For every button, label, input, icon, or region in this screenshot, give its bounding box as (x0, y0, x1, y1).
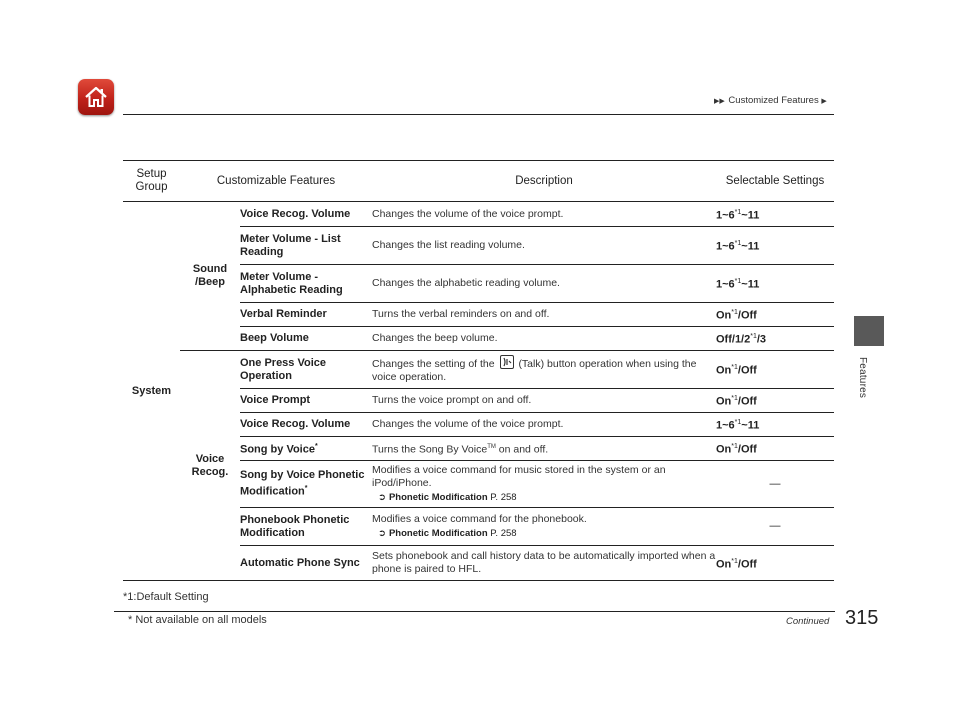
continued-label: Continued (786, 616, 830, 627)
footer-divider (114, 611, 835, 612)
reference-arrow-icon: ➲ (378, 492, 386, 503)
col-header-description: Description (372, 161, 716, 202)
col-header-customizable-features: Customizable Features (180, 161, 372, 202)
feature-description: Turns the verbal reminders on and off. (372, 303, 716, 327)
table-row (123, 351, 834, 389)
feature-setting: — (716, 461, 834, 508)
home-button[interactable] (78, 79, 114, 115)
feature-name: Meter Volume - Alphabetic Reading (240, 265, 372, 303)
header-divider (123, 114, 834, 115)
feature-description: Changes the volume of the voice prompt. (372, 413, 716, 437)
subgroup-sound-beep: Sound /Beep (180, 202, 240, 351)
feature-setting: On$^{*1}$/Off (716, 303, 834, 327)
feature-name: Phonebook Phonetic Modification (240, 508, 372, 546)
models-footnote: * Not available on all models (128, 614, 267, 626)
section-tab[interactable] (854, 316, 884, 346)
section-tab-label: Features (857, 357, 868, 399)
feature-setting: — (716, 508, 834, 546)
feature-description: Changes the alphabetic reading volume. (372, 265, 716, 303)
breadcrumb[interactable] (714, 95, 828, 106)
col-header-setup-group: Setup Group (123, 161, 180, 202)
group-system: System (123, 202, 180, 581)
feature-name: Voice Recog. Volume (240, 413, 372, 437)
talk-button-icon (500, 355, 514, 369)
feature-description: Changes the setting of the (Talk) button operation when using the voice operation. (372, 351, 716, 389)
feature-description: Sets phonebook and call history data to be automatically imported when a phone is paired to HFL. (372, 546, 716, 581)
feature-name: Automatic Phone Sync (240, 546, 372, 581)
feature-setting: Off/1/2$^{*1}$/3 (716, 327, 834, 351)
home-icon (83, 84, 109, 110)
feature-setting: 1~6$^{*1}$~11 (716, 413, 834, 437)
feature-description: Turns the Song By Voice™ on and off. (372, 437, 716, 461)
breadcrumb-label: Customized Features (728, 95, 819, 106)
cross-reference-link[interactable]: ➲ Phonetic Modification P. 258 (378, 492, 517, 503)
feature-setting: 1~6$^{*1}$~11 (716, 227, 834, 265)
feature-name: Meter Volume - List Reading (240, 227, 372, 265)
feature-setting: On$^{*1}$/Off (716, 351, 834, 389)
feature-setting: On$^{*1}$/Off (716, 389, 834, 413)
feature-description: Changes the volume of the voice prompt. (372, 202, 716, 227)
feature-setting: On$^{*1}$/Off (716, 437, 834, 461)
feature-name: Song by Voice Phonetic Modification* (240, 461, 372, 508)
reference-arrow-icon: ➲ (378, 528, 386, 539)
feature-setting: 1~6$^{*1}$~11 (716, 202, 834, 227)
feature-description: Changes the beep volume. (372, 327, 716, 351)
default-setting-footnote: *1:Default Setting (123, 591, 209, 603)
feature-description: Modifies a voice command for the phonebook. ➲ Phonetic Modification P. 258 (372, 508, 716, 546)
feature-setting: 1~6$^{*1}$~11 (716, 265, 834, 303)
customized-features-table (123, 160, 834, 581)
table-header-row (123, 161, 834, 202)
breadcrumb-tail-icon: ▶ (821, 98, 827, 105)
breadcrumb-arrow-icon: ▶▶ (714, 98, 725, 105)
table-row (123, 202, 834, 227)
subgroup-voice-recog: Voice Recog. (180, 351, 240, 581)
feature-description: Changes the list reading volume. (372, 227, 716, 265)
feature-description: Modifies a voice command for music stored in the system or an iPod/iPhone. ➲ Phonetic Modification P. 258 (372, 461, 716, 508)
page-number: 315 (845, 607, 879, 629)
feature-setting: On$^{*1}$/Off (716, 546, 834, 581)
feature-description: Turns the voice prompt on and off. (372, 389, 716, 413)
feature-name: One Press Voice Operation (240, 351, 372, 389)
feature-name: Beep Volume (240, 327, 372, 351)
feature-name: Song by Voice* (240, 437, 372, 461)
col-header-selectable-settings: Selectable Settings (716, 161, 834, 202)
feature-name: Voice Prompt (240, 389, 372, 413)
feature-name: Verbal Reminder (240, 303, 372, 327)
feature-name: Voice Recog. Volume (240, 202, 372, 227)
cross-reference-link[interactable]: ➲ Phonetic Modification P. 258 (378, 528, 517, 539)
